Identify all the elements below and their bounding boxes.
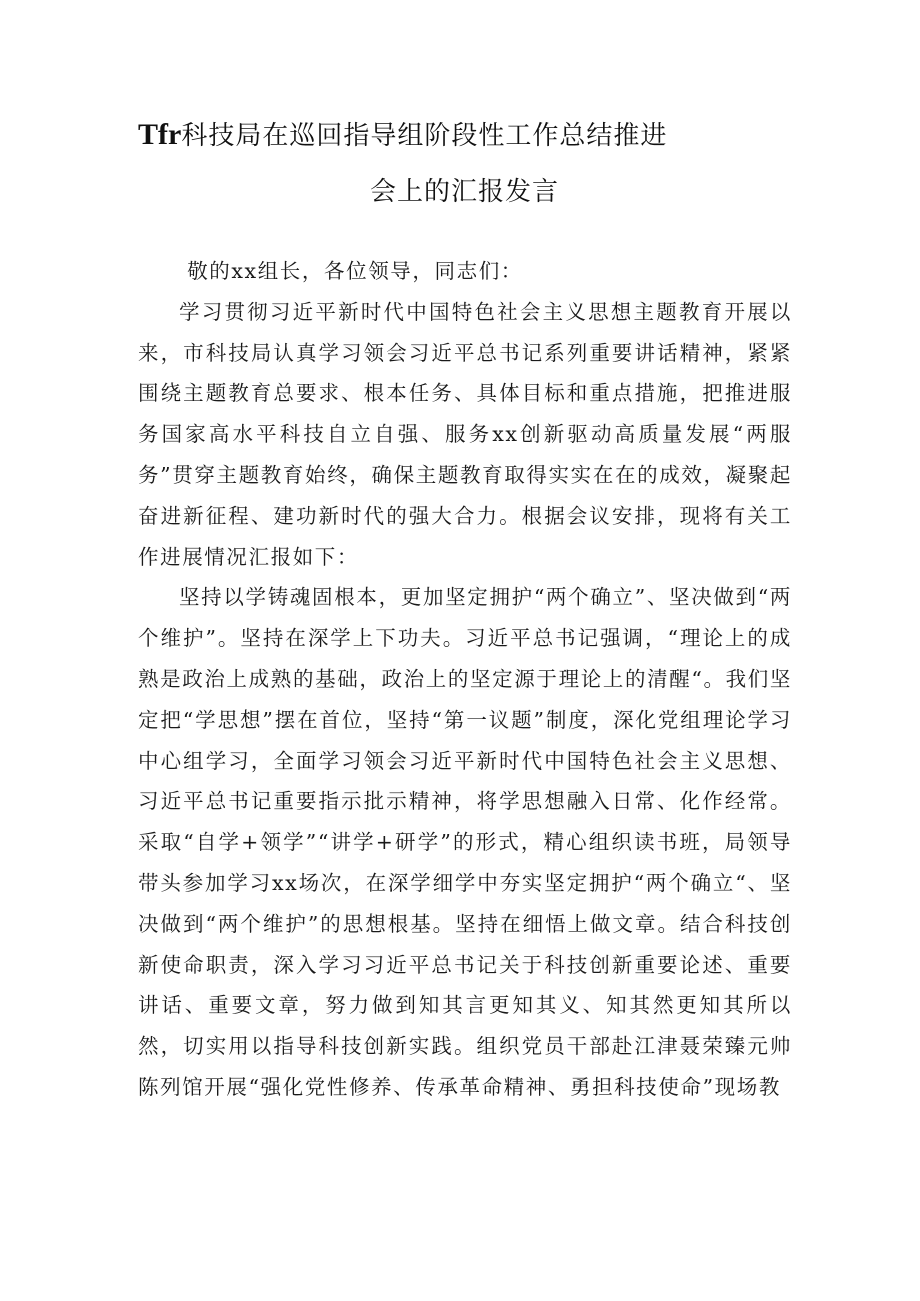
title-text-line-1: 科技局在巡回指导组阶段性工作总结推进 <box>181 121 668 151</box>
greeting: 敬的xx组长，各位领导，同志们： <box>187 259 523 283</box>
paragraph-intro: 学习贯彻习近平新时代中国特色社会主义思想主题教育开展以来，市科技局认真学习领会习近平总书记系列重要讲话精神，紧紧围绕主题教育总要求、根本任务、具体目标和重点措施，把推进服务国家高水平科技自立自强、服务xx创新驱动高质量发展“两服务”贯穿主题教育始终，确保主题教育取得实实在在的成效，凝聚起奋进新征程、建功新时代的强大合力。根据会议安排，现将有关工作进展情况汇报如下： <box>138 299 792 569</box>
document-title-line-2: 会上的汇报发言 <box>370 177 560 207</box>
title-prefix: Tfr <box>138 118 182 151</box>
document-title-line-1 <box>138 115 798 156</box>
paragraph-study: 坚持以学铸魂固根本，更加坚定拥护“两个确立”、坚决做到“两个维护”。坚持在深学上下功夫。习近平总书记强调，“理论上的成熟是政治上成熟的基础，政治上的坚定源于理论上的清醒“。我们坚定把“学思想”摆在首位，坚持“第一议题”制度，深化党组理论学习中心组学习，全面学习领会习近平新时代中国特色社会主义思想、习近平总书记重要指示批示精神，将学思想融入日常、化作经常。采取“自学+领学”“讲学+研学”的形式，精心组织读书班，局领导带头参加学习xx场次，在深学细学中夯实坚定拥护“两个确立“、坚决做到“两个维护”的思想根基。坚持在细悟上做文章。结合科技创新使命职责，深入学习习近平总书记关于科技创新重要论述、重要讲话、重要文章，努力做到知其言更知其义、知其然更知其所以然，切实用以指导科技创新实践。组织党员干部赴江津聂荣臻元帅陈列馆开展“强化党性修养、传承革命精神、勇担科技使命”现场教 <box>138 585 792 1099</box>
document-body <box>138 251 792 1108</box>
